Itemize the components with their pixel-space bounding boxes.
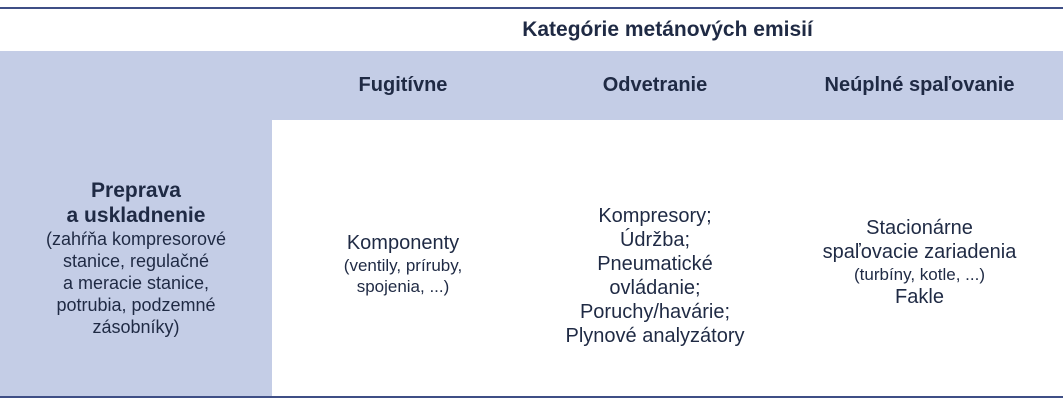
- table-title: Kategórie metánových emisií: [522, 18, 813, 41]
- cell-venting-line: Poruchy/havárie;: [579, 301, 731, 323]
- cell-venting-line: Pneumatické: [597, 253, 713, 275]
- cell-venting-line: Kompresory;: [598, 205, 712, 227]
- table-title-row: [0, 9, 1063, 51]
- column-header-fugitive: Fugitívne: [358, 74, 448, 96]
- cell-fugitive: [272, 120, 534, 402]
- cell-combustion-detail: (turbíny, kotle, ...): [853, 264, 985, 284]
- cell-venting-line: ovládanie;: [609, 277, 701, 299]
- cell-combustion: [776, 120, 1063, 400]
- row-header-transport-storage: [0, 120, 272, 396]
- row-subtitle-line: stanice, regulačné: [62, 251, 210, 271]
- cell-venting-line: Údržba;: [619, 229, 691, 251]
- row-subtitle-line: (zahŕňa kompresorové: [45, 229, 227, 249]
- table-bottom-rule: [0, 396, 1063, 398]
- cell-fugitive-detail-line: (ventily, príruby,: [343, 256, 463, 275]
- cell-combustion-main-line: Stacionárne: [866, 216, 973, 239]
- cell-fugitive-detail-line: spojenia, ...): [356, 277, 450, 296]
- row-subtitle-line: zásobníky): [92, 317, 180, 337]
- row-title-line: Preprava: [91, 179, 181, 202]
- column-header-combustion: Neúplné spaľovanie: [824, 74, 1015, 96]
- cell-venting: [534, 120, 776, 414]
- column-header-venting: Odvetranie: [602, 74, 708, 96]
- row-title-line: a uskladnenie: [66, 204, 206, 227]
- cell-combustion-main-line: spaľovacie zariadenia: [822, 240, 1017, 263]
- row-subtitle-line: potrubia, podzemné: [56, 295, 216, 315]
- row-subtitle-line: a meracie stanice,: [62, 273, 210, 293]
- cell-venting-line: Plynové analyzátory: [565, 325, 745, 347]
- cell-combustion-extra: Fakle: [895, 285, 944, 308]
- cell-fugitive-main: Komponenty: [346, 232, 460, 254]
